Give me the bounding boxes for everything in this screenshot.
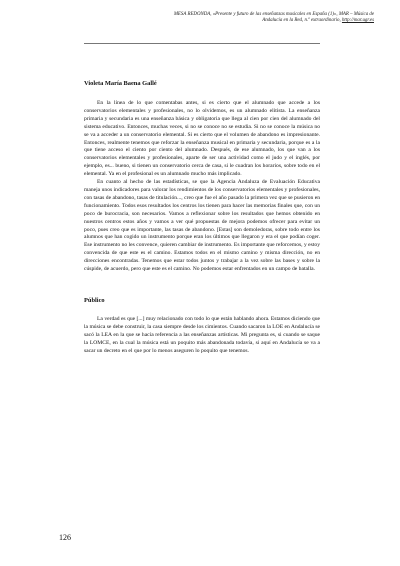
document-body	[84, 80, 320, 355]
header-journal-info: Andalucía en la Red, n.º extraordinario,	[262, 18, 341, 24]
header-divider	[84, 43, 320, 44]
header-line-2	[118, 18, 374, 24]
speaker-name: Violeta María Baena Gallé	[84, 80, 157, 87]
body-paragraph: En la línea de lo que comentabas antes, si es cierto que el alumnado que accede a los conservatorios elementales y profesionales, no lo olvidemos, es un alumnado elitista. La enseñanza primaria y secundaria es una enseñanza básica y obligatoria que llega al cien por cien del alumnado del sistema educativo. Entonces, muchas veces, si no se conoce no se estudia. Si no se conoce la música no se va a acceder a un conservatorio elemental. Si es cierto que el volumen de abandono es impresionante. Entonces, realmente tenemos que reforzar la enseñanza musical en primaria y secundaria, porque es a la que tiene acceso el ciento por ciento del alumnado. Después, de ese alumnado, los que van a los conservatorios elementales y profesionales, aparte de ser una actividad como el judo y el inglés, por ejemplo, es... bueno, si tienen un conservatorio cerca de casa, si le cuadran los horarios, sobre todo en el elemental. Ya en el profesional es un alumnado mucho más implicado.	[84, 100, 320, 178]
body-paragraph: La verdad es que [...] muy relacionado con todo lo que están hablando ahora. Estamos diciendo que la música se debe construir, la casa siempre desde los cimientos. Cuando sacaron la LOE en Andalucía se sacó la LEA en la que se hacía referencia a las enseñanzas artísticas. Mi pregunta es, si cuando se saque la LOMCE, en la cual la música está un poquito más abandonada todavía, si aquí en Andalucía se va a sacar un decreto en el que por lo menos aseguren lo poquito que tenemos.	[84, 315, 320, 354]
section-heading: Público	[84, 296, 105, 304]
body-paragraph: En cuanto al hecho de las estadísticas, se que la Agencia Andaluza de Evaluación Educativa maneja unos indicadores para valorar los rendimientos de los conservatorios elementales y profesionales, con tasas de abandono, tasas de titulación..., creo que fue el año pasado la primera vez que se pusieron en funcionamiento. Todos esos resultados los centros los tienen para hacer las memorias finales que, con un poco de burocracia, son necesarios. Vamos a reflexionar sobre los resultados que hemos obtenido en nuestros centros estos años y vamos a ver qué propuestas de mejora podemos ofrecer para evitar un poco, pues creo que es importante, las tasas de abandono. [Estas] son demoledoras, sobre todo entre los alumnos que han cogido un instrumento porque eran los últimos que llegaron y era el que podían coger. Ese instrumento no les convence, quieren cambiar de instrumento. Es importante que reforcemos, y estoy convencida de que este es el camino. Estamos todos en el mismo camino y misma dirección, no en direcciones encontradas. Tenemos que estar todos juntos y trabajar a la vez sobre las bases y sobre la cúspide, de acuerdo, pero que este es el camino. No podemos estar enfrentados en un campo de batalla.	[84, 179, 320, 273]
header-line-1: MESA REDONDA, «Presente y futuro de las enseñanzas musicales en España (1)», MAR – Música de	[173, 12, 374, 17]
header-link[interactable]: http://mar.ugr.es	[341, 18, 374, 24]
running-header	[118, 12, 374, 24]
page-number: 126	[59, 533, 71, 542]
